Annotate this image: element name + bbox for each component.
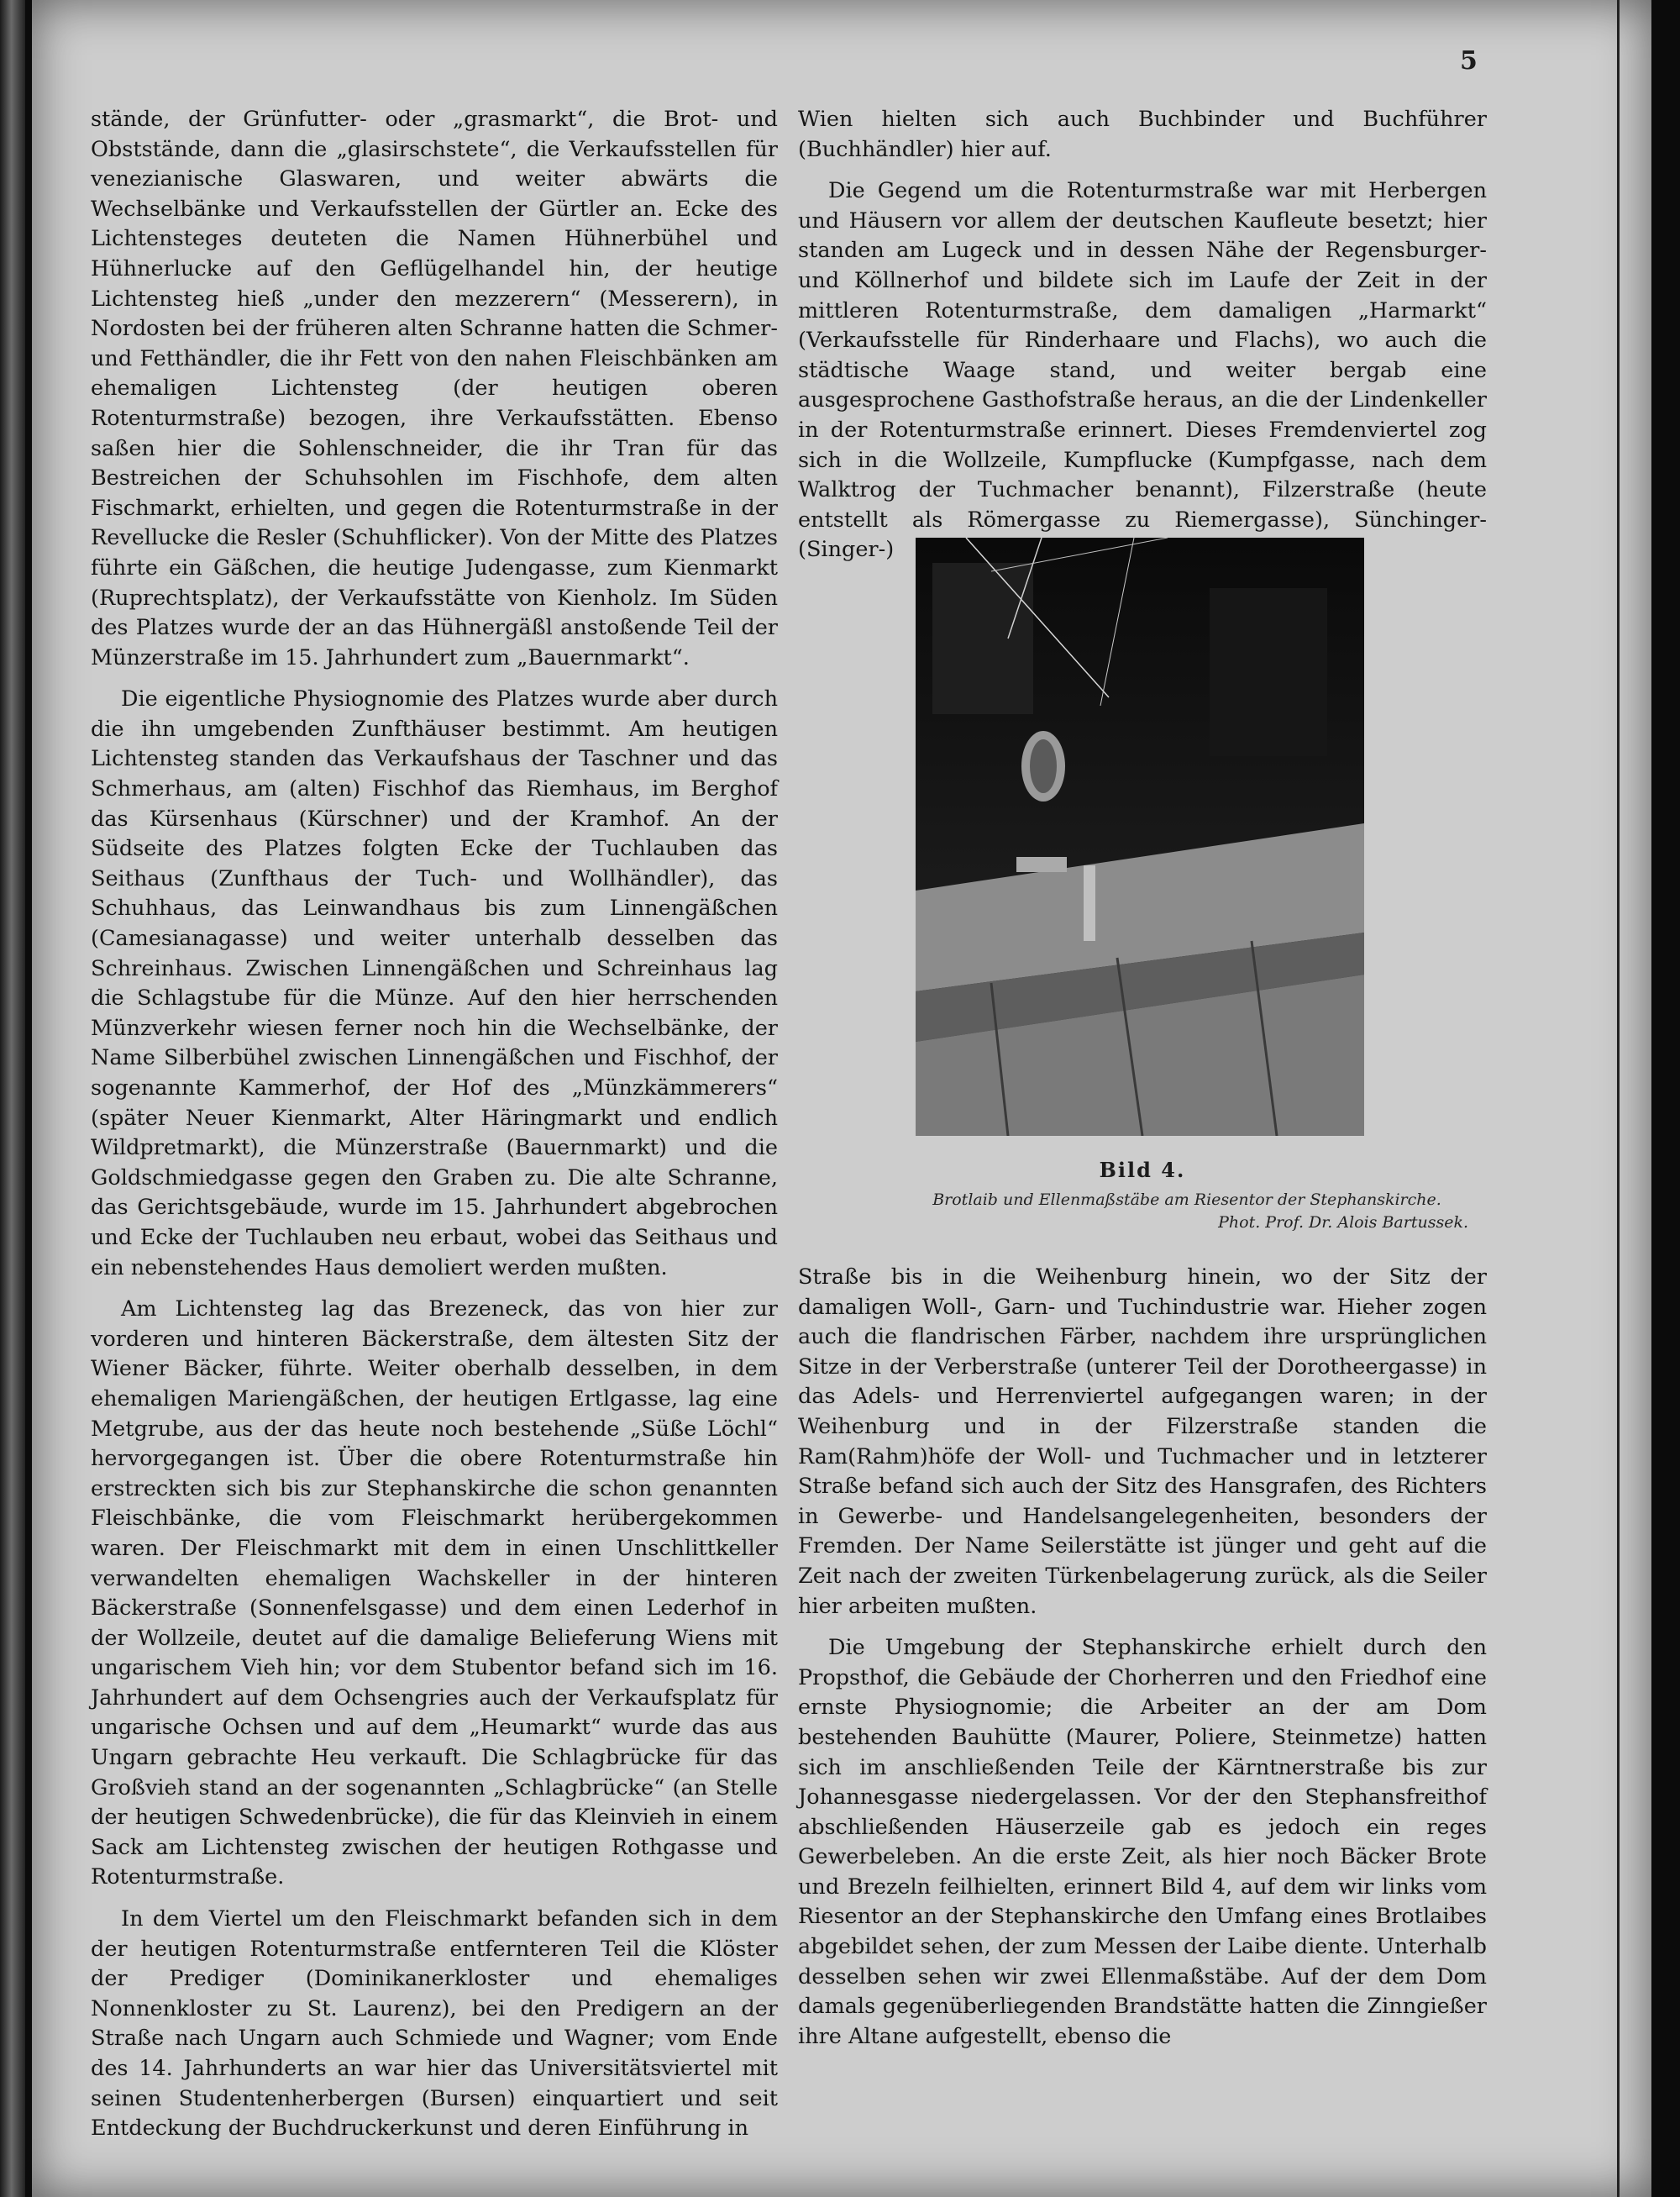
figure-credit: Phot. Prof. Dr. Alois Bartussek. — [1218, 1213, 1468, 1232]
page-number: 5 — [1460, 46, 1478, 76]
adjacent-page-edge — [0, 0, 25, 2197]
right-column-bottom — [798, 1263, 1487, 2063]
paragraph: Straße bis in die Weihenburg hinein, wo der Sitz der damaligen Woll-, Garn- und Tuchindustrie war. Hieher zogen auch die flandrischen Färber, nachdem ihre ursprünglichen Sitze in der Verberstraße (unterer Teil der Dorotheergasse) in das Adels- und Herrenviertel aufgegangen waren; in der Weihenburg und in der Filzerstraße standen die Ram(Rahm)höfe der Woll- und Tuchmacher und in letzterer Straße befand sich auch der Sitz des Hansgrafen, des Richters in Gewerbe- und Handelsangelegenheiten, besonders der Fremden. Der Name Seilerstätte ist jünger und geht auf die Zeit nach der zweiten Türkenbelagerung zurück, als die Seiler hier arbeiten mußten. — [798, 1264, 1487, 1619]
document-page — [32, 0, 1651, 2197]
paragraph: Die eigentliche Physiognomie des Platzes wurde aber durch die ihn umgebenden Zunfthäuser bestimmt. Am heutigen Lichtensteg standen das Verkaufshaus der Taschner und das Schmerhaus, am (alten) Fischhof das Riemhaus, im Berghof das Kürsenhaus (Kürschner) und der Kramhof. An der Südseite des Platzes folgten Ecke der Tuchlauben das Seithaus (Zunfthaus der Tuch- und Wollhändler), das Schuhhaus, das Leinwandhaus bis zum Linnengäßchen (Camesianagasse) und weiter unterhalb desselben das Schreinhaus. Zwischen Linnengäßchen und Schreinhaus lag die Schlagstube für die Münze. Auf den hier herrschenden Münzverkehr wiesen ferner noch hin die Wechselbänke, der Name Silberbühel zwischen Linnengäßchen und Fischhof, der sogenannte Kammerhof, der Hof des „Münzkämmerers“ (später Neuer Kienmarkt, Alter Häringmarkt und endlich Wildpretmarkt), die Münzerstraße (Bauernmarkt) und die Goldschmiedgasse gegen den Graben zu. Die alte Schranne, das Gerichtsgebäude, wurde im 15. Jahrhundert abgebrochen und Ecke der Tuchlauben neu erbaut, wobei das Seithaus und ein nebenstehendes Haus demoliert werden mußten. — [91, 686, 778, 1280]
paragraph: stände, der Grünfutter- oder „grasmarkt“, die Brot- und Obststände, dann die „glasirschstete“, die Verkaufsstellen für venezianische Glaswaren, und weiter abwärts die Wechselbänke und Verkaufsstellen der Gürtler an. Ecke des Lichtensteges deuteten die Namen Hühnerbühel und Hühnerlucke auf den Geflügelhandel hin, der heutige Lichtensteg hieß „under den mezzerern“ (Messerern), in Nordosten bei der früheren alten Schranne hatten die Schmer- und Fetthändler, die ihr Fett von den nahen Fleischbänken am ehemaligen Lichtensteg (der heutigen oberen Rotenturmstraße) bezogen, ihre Verkaufsstätten. Ebenso saßen hier die Sohlenschneider, die ihr Tran für das Bestreichen der Schuhsohlen im Fischhofe, dem alten Fischmarkt, erhielten, und gegen die Rotenturmstraße in der Revellucke die Resler (Schuhflicker). Von der Mitte des Platzes führte ein Gäßchen, die heutige Judengasse, zum Kienmarkt (Ruprechtsplatz), der Verkaufsstätte von Kienholz. Im Süden des Platzes wurde der an das Hühnergäßl anstoßende Teil der Münzerstraße im 15. Jahrhundert zum „Bauernmarkt“. — [91, 107, 778, 670]
paragraph: Die Gegend um die Rotenturmstraße war mit Herbergen und Häusern vor allem der deutschen Kaufleute besetzt; hier standen am Lugeck und in dessen Nähe der Regensburger- und Köllnerhof und bildete sich im Laufe der Zeit in der mittleren Rotenturmstraße, dem damaligen „Harmarkt“ (Verkaufsstelle für Rinderhaare und Flachs), wo auch die städtische Waage stand, und weiter bergab eine ausgesprochene Gasthofstraße heraus, an die der Lindenkeller in der Rotenturmstraße erinnert. Dieses Fremdenviertel zog sich in die Wollzeile, Kumpflucke (Kumpfgasse, nach dem Walktrog der Tuchmacher benannt), Filzerstraße (heute entstellt als Römergasse zu Riemergasse), Sünchinger- (Singer-) — [798, 178, 1487, 563]
paragraph: Wien hielten sich auch Buchbinder und Buchführer (Buchhändler) hier auf. — [798, 107, 1487, 162]
left-column — [91, 105, 778, 2156]
riesentor-photo — [916, 538, 1364, 1136]
paragraph: Die Umgebung der Stephanskirche erhielt durch den Propsthof, die Gebäude der Chorherren und den Friedhof eine ernste Physiognomie; die Arbeiter an der am Dom bestehenden Bauhütte (Maurer, Poliere, Steinmetze) hatten sich im anschließenden Teile der Kärntnerstraße bis zur Johannesgasse niedergelassen. Vor der den Stephansfreithof abschließenden Häuserzeile gab es jedoch ein reges Gewerbeleben. An die erste Zeit, als hier noch Bäcker Brote und Brezeln feilhielten, erinnert Bild 4, auf dem wir links vom Riesentor an der Stephanskirche den Umfang eines Brotlaibes abgebildet sehen, der zum Messen der Laibe diente. Unterhalb desselben sehen wir zwei Ellenmaßstäbe. Auf der dem Dom damals gegenüberliegenden Brandstätte hatten die Zinngießer ihre Altane aufgestellt, ebenso die — [798, 1635, 1487, 2049]
right-column-top — [798, 105, 1487, 577]
page-border — [1617, 0, 1620, 2197]
figure-photo — [916, 538, 1364, 1136]
figure-title: Bild 4. — [1099, 1158, 1186, 1182]
paragraph: Am Lichtensteg lag das Brezeneck, das von hier zur vorderen und hinteren Bäckerstraße, dem ältesten Sitz der Wiener Bäcker, führte. Weiter oberhalb desselben, in dem ehemaligen Mariengäßchen, der heutigen Ertlgasse, lag eine Metgrube, aus der das heute noch bestehende „Süße Löchl“ hervorgegangen ist. Über die obere Rotenturmstraße hin erstreckten sich bis zur Stephanskirche die schon genannten Fleischbänke, die vom Fleischmarkt herübergekommen waren. Der Fleischmarkt mit dem in einen Unschlittkeller verwandelten ehemaligen Wachskeller in der hinteren Bäckerstraße (Sonnenfelsgasse) und dem einen Lederhof in der Wollzeile, deutet auf die damalige Belieferung Wiens mit ungarischem Vieh hin; vor dem Stubentor befand sich im 16. Jahrhundert auf dem Ochsengries auch der Verkaufsplatz für ungarische Ochsen und auf dem „Heumarkt“ wurde das aus Ungarn gebrachte Heu verkauft. Die Schlagbrücke für das Großvieh stand an der sogenannten „Schlagbrücke“ (an Stelle der heutigen Schwedenbrücke), die für das Kleinvieh in einem Sack am Lichtensteg zwischen der heutigen Rothgasse und Rotenturmstraße. — [91, 1296, 778, 1890]
figure-caption: Brotlaib und Ellenmaßstäbe am Riesentor der Stephanskirche. — [932, 1190, 1441, 1209]
paragraph: In dem Viertel um den Fleischmarkt befanden sich in dem der heutigen Rotenturmstraße entfernteren Teil die Klöster der Prediger (Dominikanerkloster und ehemaliges Nonnenkloster zu St. Laurenz), bei den Predigern an der Straße nach Ungarn auch Schmiede und Wagner; vom Ende des 14. Jahrhunderts an war hier das Universitätsviertel mit seinen Studentenherbergen (Bursen) einquartiert und seit Entdeckung der Buchdruckerkunst und deren Einführung in — [91, 1906, 778, 2142]
